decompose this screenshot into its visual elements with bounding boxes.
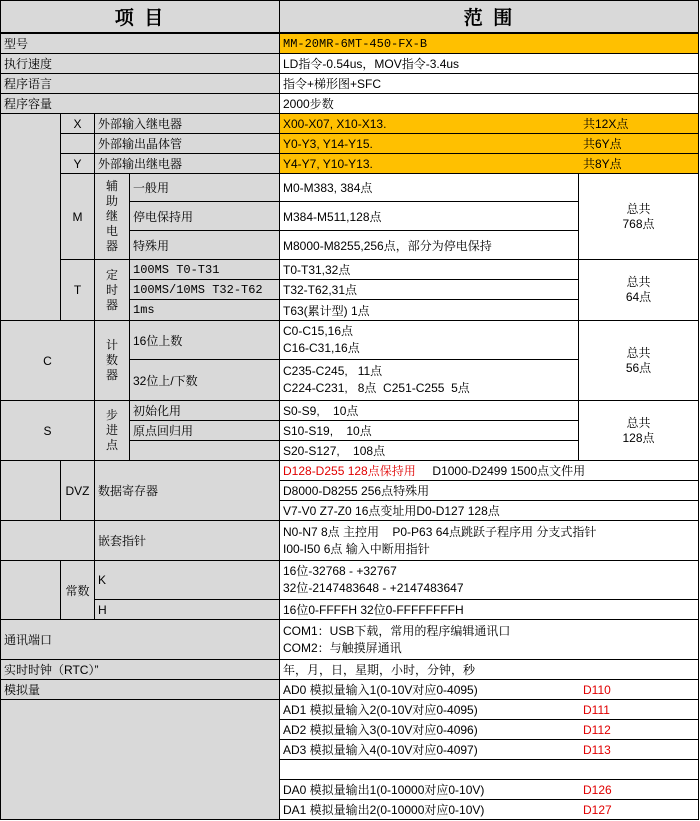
const-h: H bbox=[94, 599, 280, 620]
dvz-name: 数据寄存器 bbox=[94, 460, 280, 521]
const-k: K bbox=[94, 560, 280, 600]
m-range-retain: M384-M511,128点 bbox=[279, 201, 579, 231]
t-row-1ms: 1ms bbox=[129, 299, 280, 321]
t-range-100ms: T0-T31,32点 bbox=[279, 259, 579, 280]
analog-row-da1: DA1 模拟量输出2(0-10000对应0-10V) D127 bbox=[279, 799, 699, 820]
nest-range: N0-N7 8点 主控用 P0-P63 64点跳跃子程序用 分支式指针 I00-I50 6点 输入中断用指针 bbox=[279, 520, 699, 561]
comm-label: 通讯端口 bbox=[0, 619, 280, 660]
m-row-special: 特殊用 bbox=[129, 230, 280, 260]
m-row-retain: 停电保持用 bbox=[129, 201, 280, 231]
rtc-value: 年，月，日，星期，小时，分钟，秒 bbox=[279, 659, 699, 680]
io-name-x: 外部输入继电器 bbox=[94, 113, 280, 134]
analog-reg-ad3: D113 bbox=[583, 742, 611, 757]
io-range-out bbox=[279, 133, 699, 154]
c-total: 总共 56点 bbox=[578, 320, 699, 401]
language-label: 程序语言 bbox=[0, 73, 280, 94]
c-code: C bbox=[0, 320, 95, 401]
analog-row-ad0: AD0 模拟量输入1(0-10V对应0-4095) D110 bbox=[279, 679, 699, 700]
io-range-out-text: Y0-Y3, Y14-Y15. bbox=[283, 136, 373, 151]
t-total: 总共 64点 bbox=[578, 259, 699, 321]
analog-reg-da0: D126 bbox=[583, 782, 612, 797]
s-range-init: S0-S9, 10点 bbox=[279, 400, 579, 421]
const-left-spacer bbox=[0, 560, 61, 620]
nest-name: 嵌套指针 bbox=[94, 520, 280, 561]
io-total-y: 共8Y点 bbox=[583, 157, 622, 171]
s-total: 总共 128点 bbox=[578, 400, 699, 461]
io-range-y bbox=[279, 153, 699, 174]
io-range-y-text: Y4-Y7, Y10-Y13. bbox=[283, 156, 373, 171]
comm-value: COM1：USB下载，常用的程序编辑通讯口 COM2：与触摸屏通讯 bbox=[279, 619, 699, 660]
io-name-out: 外部输出晶体管 bbox=[94, 133, 280, 154]
t-range-1ms: T63(累计型) 1点 bbox=[279, 299, 579, 321]
io-code-out bbox=[60, 133, 95, 154]
dvz-row-2: D8000-D8255 256点特殊用 bbox=[279, 480, 699, 501]
const-name: 常数 bbox=[60, 560, 95, 620]
io-code-x: X bbox=[60, 113, 95, 134]
c-range-32bit: C235-C245, 11点 C224-C231, 8点 C251-C255 5点 bbox=[279, 359, 579, 401]
nest-left-spacer bbox=[0, 520, 95, 561]
analog-row-da0: DA0 模拟量输出1(0-10000对应0-10V) D126 bbox=[279, 779, 699, 800]
const-k-range: 16位-32768 - +32767 32位-2147483648 - +2147483647 bbox=[279, 560, 699, 600]
device-left-spacer bbox=[0, 113, 61, 321]
analog-left-spacer bbox=[0, 699, 280, 820]
c-row-16bit: 16位上数 bbox=[129, 320, 280, 360]
dvz-left-spacer bbox=[0, 460, 61, 521]
io-name-y: 外部输出继电器 bbox=[94, 153, 280, 174]
m-range-special: M8000-M8255,256点，部分为停电保持 bbox=[279, 230, 579, 260]
s-code: S bbox=[0, 400, 95, 461]
m-range-general: M0-M383, 384点 bbox=[279, 173, 579, 202]
model-value: MM-20MR-6MT-450-FX-B bbox=[279, 33, 699, 54]
analog-row-ad2: AD2 模拟量输入3(0-10V对应0-4096) D112 bbox=[279, 719, 699, 740]
language-value: 指令+梯形图+SFC bbox=[279, 73, 699, 94]
speed-value: LD指令-0.54us，MOV指令-3.4us bbox=[279, 53, 699, 74]
dvz-row-1 bbox=[279, 460, 699, 481]
rtc-label: 实时时钟（RTC）” bbox=[0, 659, 280, 680]
s-row-init: 初始化用 bbox=[129, 400, 280, 421]
s-row-origin: 原点回归用 bbox=[129, 420, 280, 441]
m-type: 辅 助 继 电 器 bbox=[94, 173, 130, 260]
analog-label: 模拟量 bbox=[0, 679, 280, 700]
analog-row-ad3: AD3 模拟量输入4(0-10V对应0-4097) D113 bbox=[279, 739, 699, 760]
dvz-code: DVZ bbox=[60, 460, 95, 521]
io-range-x-text: X00-X07, X10-X13. bbox=[283, 116, 387, 131]
analog-reg-ad1: D111 bbox=[583, 702, 610, 717]
s-range-general: S20-S127, 108点 bbox=[279, 440, 579, 461]
speed-label: 执行速度 bbox=[0, 53, 280, 74]
capacity-label: 程序容量 bbox=[0, 93, 280, 114]
s-row-general bbox=[129, 440, 280, 461]
s-range-origin: S10-S19, 10点 bbox=[279, 420, 579, 441]
t-row-100ms: 100MS T0-T31 bbox=[129, 259, 280, 280]
t-code: T bbox=[60, 259, 95, 321]
const-h-range: 16位0-FFFFH 32位0-FFFFFFFFH bbox=[279, 599, 699, 620]
c-range-16bit: C0-C15,16点 C16-C31,16点 bbox=[279, 320, 579, 360]
t-range-10ms: T32-T62,31点 bbox=[279, 279, 579, 300]
m-row-general: 一般用 bbox=[129, 173, 280, 202]
io-code-y: Y bbox=[60, 153, 95, 174]
dvz-row-1-rest: D1000-D2499 1500点文件用 bbox=[415, 464, 586, 478]
capacity-value: 2000步数 bbox=[279, 93, 699, 114]
s-type: 步 进 点 bbox=[94, 400, 130, 461]
model-label: 型号 bbox=[0, 33, 280, 54]
header-item: 项 目 bbox=[0, 0, 280, 33]
io-range-x bbox=[279, 113, 699, 134]
io-total-out: 共6Y点 bbox=[583, 137, 622, 151]
dvz-row-1-red: D128-D255 128点保持用 bbox=[283, 464, 416, 478]
m-total: 总共 768点 bbox=[578, 173, 699, 260]
t-row-10ms: 100MS/10MS T32-T62 bbox=[129, 279, 280, 300]
analog-row-empty bbox=[279, 759, 699, 780]
analog-reg-da1: D127 bbox=[583, 802, 612, 817]
header-range: 范 围 bbox=[279, 0, 699, 33]
analog-reg-ad0: D110 bbox=[583, 682, 611, 697]
dvz-row-3: V7-V0 Z7-Z0 16点变址用D0-D127 128点 bbox=[279, 500, 699, 521]
c-row-32bit: 32位上/下数 bbox=[129, 359, 280, 401]
analog-row-ad1: AD1 模拟量输入2(0-10V对应0-4095) D111 bbox=[279, 699, 699, 720]
t-type: 定 时 器 bbox=[94, 259, 130, 321]
io-total-x: 共12X点 bbox=[583, 117, 629, 131]
m-code: M bbox=[60, 173, 95, 260]
analog-reg-ad2: D112 bbox=[583, 722, 611, 737]
c-type: 计 数 器 bbox=[94, 320, 130, 401]
